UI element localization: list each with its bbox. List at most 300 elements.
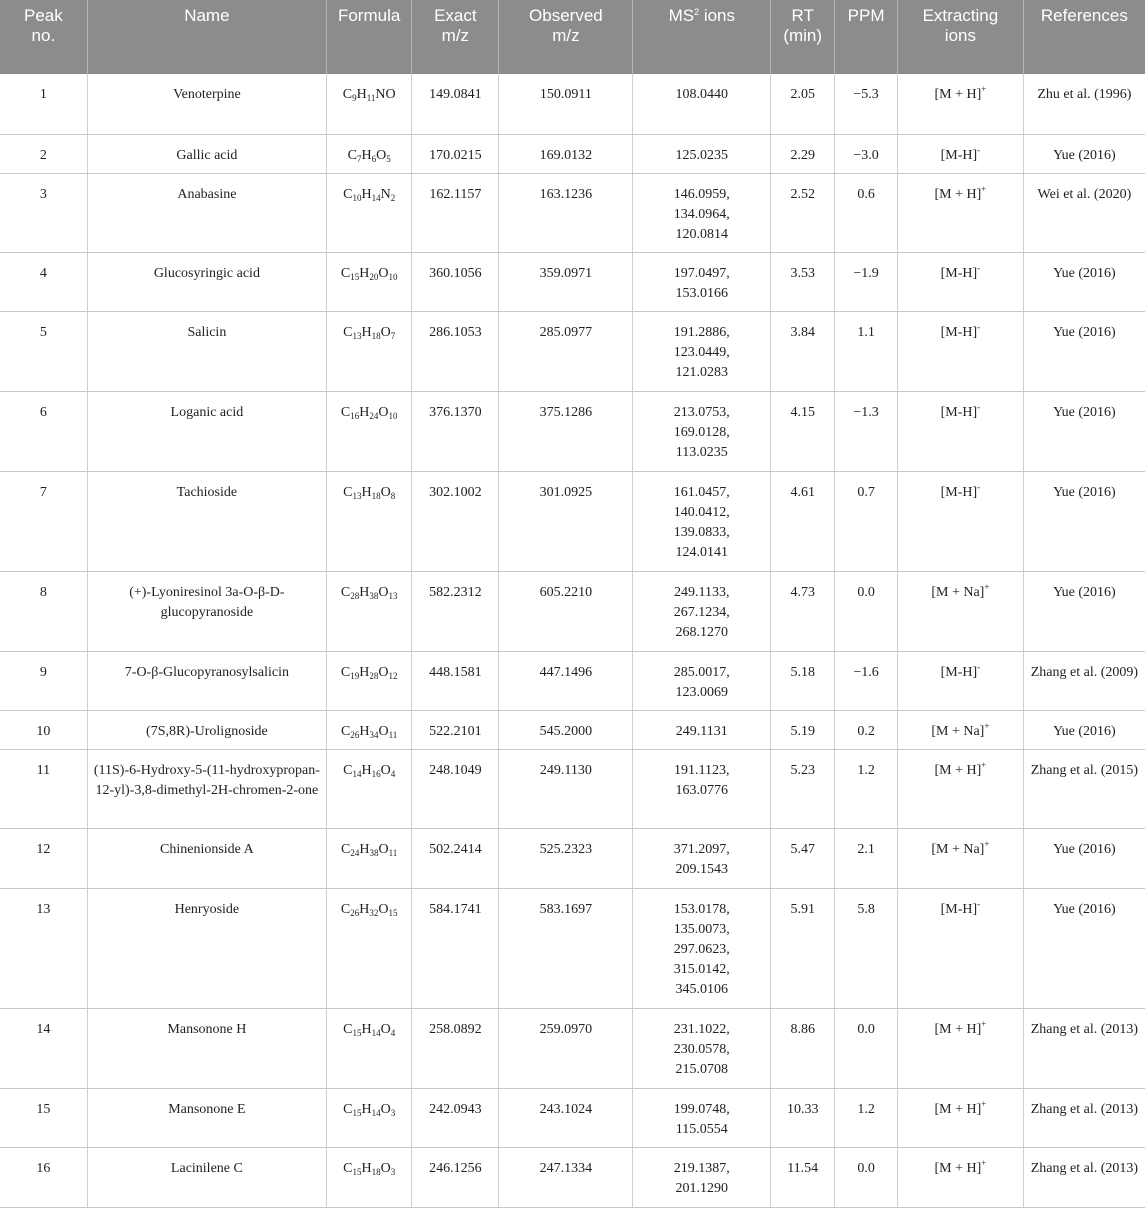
ion-adduct: [M-H]	[940, 324, 978, 340]
exact-mz-cell: 246.1256	[412, 1147, 499, 1207]
formula-subscript: 4	[390, 768, 396, 779]
peak-cell: 6	[0, 391, 87, 471]
formula-subscript: 14	[352, 768, 362, 779]
peak-cell: 7	[0, 471, 87, 571]
rt-cell: 4.61	[771, 471, 835, 571]
formula-subscript: 14	[371, 1107, 381, 1118]
ppm-cell: 0.7	[835, 471, 898, 571]
extracting-ions-header	[898, 0, 1024, 74]
formula-element: C	[343, 324, 353, 340]
header-text: no.	[31, 26, 56, 45]
formula-cell	[327, 651, 412, 710]
formula-element: C	[343, 762, 353, 778]
ms2-ion-value: 113.0235	[675, 444, 728, 460]
formula-element: O	[380, 1021, 391, 1037]
observed-mz-cell: 525.2323	[499, 828, 633, 888]
formula-subscript: 28	[369, 670, 379, 681]
observed-mz-cell: 243.1024	[499, 1088, 633, 1147]
formula-element: O	[376, 147, 387, 163]
exact-mz-cell: 242.0943	[412, 1088, 499, 1147]
name-cell: Salicin	[87, 311, 326, 391]
ion-charge: +	[981, 183, 987, 194]
formula-cell	[327, 311, 412, 391]
ion-adduct: [M-H]	[940, 147, 978, 163]
formula-cell	[327, 391, 412, 471]
observed-mz-cell: 605.2210	[499, 571, 633, 651]
peak-cell: 13	[0, 888, 87, 1008]
formula-element: O	[378, 265, 389, 281]
formula-subscript: 4	[390, 1027, 396, 1038]
ms2-ion-value: 123.0449,	[673, 344, 730, 360]
ppm-cell: −1.6	[835, 651, 898, 710]
exact-mz-cell: 502.2414	[412, 828, 499, 888]
name-cell: Gallic acid	[87, 134, 326, 173]
formula-element: H	[361, 762, 372, 778]
ion-charge: -	[977, 401, 981, 412]
formula-element: C	[342, 87, 353, 102]
rt-cell: 5.23	[771, 749, 835, 828]
name-cell: Mansonone E	[87, 1088, 326, 1147]
ms2-ion-value: 169.0128,	[673, 424, 730, 440]
ion-adduct: [M + H]	[934, 1101, 982, 1117]
ms2-ion-value: 267.1234,	[673, 604, 730, 620]
table-row	[0, 749, 1145, 828]
reference-cell: Zhang et al. (2013)	[1023, 1088, 1145, 1147]
reference-cell: Yue (2016)	[1023, 828, 1145, 888]
name-cell: Henryoside	[87, 888, 326, 1008]
ppm-cell: 5.8	[835, 888, 898, 1008]
formula-element: H	[359, 584, 370, 600]
formula-element: O	[380, 324, 391, 340]
ion-charge: -	[977, 321, 981, 332]
formula-subscript: 12	[388, 670, 398, 681]
header-text: References	[1040, 6, 1128, 25]
rt-cell: 2.05	[771, 74, 835, 134]
ppm-cell: −1.9	[835, 252, 898, 311]
name-cell: Anabasine	[87, 173, 326, 252]
exact-mz-cell: 584.1741	[412, 888, 499, 1008]
name-cell: (+)-Lyoniresinol 3a-O-β-D-glucopyranoside	[87, 571, 326, 651]
observed-mz-cell: 169.0132	[499, 134, 633, 173]
ms2-ion-value: 197.0497,	[673, 265, 730, 281]
peak-cell: 8	[0, 571, 87, 651]
ppm-cell: −3.0	[835, 134, 898, 173]
formula-element: H	[359, 841, 370, 857]
ms2-ions-cell	[633, 391, 771, 471]
ms2-ion-value: 199.0748,	[673, 1101, 730, 1117]
observed-mz-cell: 259.0970	[499, 1008, 633, 1088]
exact-mz-cell: 248.1049	[412, 749, 499, 828]
formula-element: H	[356, 87, 367, 102]
extracting-ion-cell	[898, 828, 1024, 888]
rt-header	[771, 0, 835, 74]
name-header	[87, 0, 326, 74]
ms2-ion-value: 215.0708	[675, 1061, 729, 1077]
exact-mz-cell: 448.1581	[412, 651, 499, 710]
name-cell: Glucosyringic acid	[87, 252, 326, 311]
peak-cell: 11	[0, 749, 87, 828]
ms2-ions-header	[633, 0, 771, 74]
peak-cell: 14	[0, 1008, 87, 1088]
ms2-ions-cell	[633, 173, 771, 252]
table-row	[0, 888, 1145, 1008]
ppm-cell: −1.3	[835, 391, 898, 471]
extracting-ion-cell	[898, 749, 1024, 828]
table-body	[0, 74, 1145, 1207]
formula-element: O	[378, 584, 389, 600]
header-text: ions	[944, 26, 976, 45]
formula-subscript: 38	[369, 847, 379, 858]
formula-subscript: 5	[386, 153, 391, 164]
formula-subscript: 15	[352, 1166, 362, 1177]
ms2-ion-value: 268.1270	[675, 624, 729, 640]
reference-cell: Yue (2016)	[1023, 888, 1145, 1008]
formula-element: O	[380, 484, 391, 500]
formula-subscript: 15	[388, 907, 398, 918]
formula-element: O	[380, 1101, 391, 1117]
ion-charge: +	[981, 1018, 987, 1029]
table-row	[0, 1088, 1145, 1147]
extracting-ion-cell	[898, 1088, 1024, 1147]
reference-cell: Zhang et al. (2013)	[1023, 1008, 1145, 1088]
exact-mz-cell: 286.1053	[412, 311, 499, 391]
table-row	[0, 1147, 1145, 1207]
extracting-ion-cell	[898, 651, 1024, 710]
observed-mz-header	[499, 0, 633, 74]
ms2-ion-value: 201.1290	[675, 1180, 729, 1196]
ms2-ion-value: 345.0106	[675, 981, 729, 997]
formula-element: C	[343, 1021, 353, 1037]
table-row	[0, 311, 1145, 391]
peak-cell: 10	[0, 710, 87, 749]
ms2-ions-cell	[633, 571, 771, 651]
ms2-ion-value: 115.0554	[675, 1121, 728, 1137]
reference-cell: Yue (2016)	[1023, 471, 1145, 571]
table-row	[0, 1008, 1145, 1088]
ms2-ions-cell	[633, 828, 771, 888]
formula-subscript: 8	[390, 490, 396, 501]
ppm-cell: 0.0	[835, 1008, 898, 1088]
ms2-ions-cell	[633, 252, 771, 311]
extracting-ion-cell	[898, 391, 1024, 471]
formula-subscript: 11	[366, 93, 376, 103]
exact-mz-cell: 162.1157	[412, 173, 499, 252]
formula-element: H	[361, 1021, 372, 1037]
formula-subscript: 3	[390, 1107, 396, 1118]
ppm-cell: 0.6	[835, 173, 898, 252]
ms2-ions-cell	[633, 1088, 771, 1147]
ppm-cell: 1.2	[835, 1088, 898, 1147]
ion-charge: +	[984, 838, 990, 849]
extracting-ion-cell	[898, 1147, 1024, 1207]
formula-element: C	[340, 664, 351, 680]
formula-subscript: 3	[390, 1166, 396, 1177]
observed-mz-cell: 247.1334	[499, 1147, 633, 1207]
ms2-ion-value: 135.0073,	[673, 921, 730, 937]
formula-subscript: 32	[369, 907, 379, 918]
table-row	[0, 134, 1145, 173]
formula-subscript: 15	[350, 271, 360, 282]
ms2-ions-cell	[633, 1008, 771, 1088]
references-header	[1023, 0, 1145, 74]
rt-cell: 4.15	[771, 391, 835, 471]
header-text: Observed	[529, 6, 603, 25]
formula-subscript: 16	[350, 410, 360, 421]
header-text: (min)	[783, 26, 823, 45]
formula-element: C	[340, 584, 351, 600]
header-text: Extracting	[922, 6, 999, 25]
header-text: PPM	[847, 6, 885, 25]
peak-cell: 5	[0, 311, 87, 391]
peak-cell: 3	[0, 173, 87, 252]
ppm-cell: −5.3	[835, 74, 898, 134]
ion-adduct: [M + Na]	[931, 584, 985, 600]
formula-element: C	[340, 404, 351, 420]
name-cell: Lacinilene C	[87, 1147, 326, 1207]
ms2-ion-value: 219.1387,	[673, 1160, 730, 1176]
extracting-ion-cell	[898, 173, 1024, 252]
ms2-ions-cell	[633, 1147, 771, 1207]
ppm-cell: 0.2	[835, 710, 898, 749]
ppm-cell: 0.0	[835, 1147, 898, 1207]
observed-mz-cell: 545.2000	[499, 710, 633, 749]
ms2-ions-cell	[633, 749, 771, 828]
ms2-ion-value: 230.0578,	[673, 1041, 730, 1057]
ms2-ion-value: 140.0412,	[673, 504, 730, 520]
formula-subscript: 26	[350, 907, 360, 918]
formula-element: H	[361, 484, 372, 500]
ion-adduct: [M + H]	[934, 1160, 982, 1176]
formula-subscript: 20	[369, 271, 379, 282]
reference-cell: Yue (2016)	[1023, 571, 1145, 651]
ion-charge: +	[981, 1157, 987, 1168]
ion-charge: -	[977, 262, 981, 273]
extracting-ion-cell	[898, 134, 1024, 173]
ion-adduct: [M + H]	[934, 186, 982, 202]
formula-subscript: 11	[388, 729, 398, 740]
reference-cell: Zhang et al. (2015)	[1023, 749, 1145, 828]
formula-subscript: 9	[352, 93, 357, 103]
ms2-ion-value: 125.0235	[675, 147, 729, 163]
extracting-ion-cell	[898, 1008, 1024, 1088]
header-superscript: 2	[694, 7, 700, 17]
observed-mz-cell: 285.0977	[499, 311, 633, 391]
formula-subscript: 14	[371, 192, 381, 203]
header-text: RT	[791, 6, 814, 25]
formula-subscript: 7	[390, 330, 396, 341]
ppm-cell: 1.1	[835, 311, 898, 391]
table-header-row	[0, 0, 1145, 74]
ion-charge: +	[984, 581, 990, 592]
header-text: m/z	[552, 26, 580, 45]
ms2-ion-value: 134.0964,	[673, 206, 730, 222]
exact-mz-cell: 582.2312	[412, 571, 499, 651]
name-cell: Venoterpine	[87, 74, 326, 134]
ms2-ions-cell	[633, 710, 771, 749]
ppm-cell: 0.0	[835, 571, 898, 651]
observed-mz-cell: 163.1236	[499, 173, 633, 252]
observed-mz-cell: 375.1286	[499, 391, 633, 471]
formula-subscript: 14	[371, 1027, 381, 1038]
formula-subscript: 24	[350, 847, 360, 858]
header-text: Name	[184, 6, 230, 25]
table-row	[0, 391, 1145, 471]
formula-cell	[327, 1008, 412, 1088]
reference-cell: Yue (2016)	[1023, 391, 1145, 471]
ion-adduct: [M-H]	[940, 404, 978, 420]
table-row	[0, 710, 1145, 749]
ms2-ion-value: 121.0283	[675, 364, 729, 380]
ms2-ion-value: 163.0776	[675, 782, 729, 798]
formula-element: H	[359, 901, 370, 917]
ms2-ions-cell	[633, 74, 771, 134]
name-cell: Mansonone H	[87, 1008, 326, 1088]
exact-mz-cell: 360.1056	[412, 252, 499, 311]
formula-subscript: 24	[369, 410, 379, 421]
formula-element: H	[359, 664, 370, 680]
table-row	[0, 471, 1145, 571]
ion-adduct: [M-H]	[940, 664, 978, 680]
header-text: Formula	[337, 6, 401, 25]
observed-mz-cell: 359.0971	[499, 252, 633, 311]
formula-subscript: 18	[371, 330, 381, 341]
header-text: MS	[668, 6, 695, 25]
ion-adduct: [M + H]	[934, 762, 982, 778]
peak-cell: 9	[0, 651, 87, 710]
peak-cell: 16	[0, 1147, 87, 1207]
extracting-ion-cell	[898, 888, 1024, 1008]
rt-cell: 5.19	[771, 710, 835, 749]
formula-element: C	[347, 147, 357, 163]
table-row	[0, 828, 1145, 888]
formula-subscript: 19	[350, 670, 360, 681]
ms2-ion-value: 249.1133,	[674, 584, 730, 600]
exact-mz-cell: 149.0841	[412, 74, 499, 134]
formula-cell	[327, 1147, 412, 1207]
ion-adduct: [M-H]	[940, 484, 978, 500]
formula-element: H	[361, 324, 372, 340]
rt-cell: 10.33	[771, 1088, 835, 1147]
ms2-ion-value: 153.0166	[675, 285, 729, 301]
header-text: m/z	[441, 26, 470, 45]
formula-element: O	[378, 664, 389, 680]
formula-subscript: 10	[388, 410, 398, 421]
observed-mz-cell: 583.1697	[499, 888, 633, 1008]
ms2-ion-value: 209.1543	[675, 861, 729, 877]
extracting-ion-cell	[898, 471, 1024, 571]
formula-element: H	[361, 1160, 372, 1176]
formula-subscript: 28	[350, 590, 360, 601]
formula-cell	[327, 828, 412, 888]
reference-cell: Yue (2016)	[1023, 134, 1145, 173]
formula-cell	[327, 710, 412, 749]
formula-element: H	[359, 265, 370, 281]
ms2-ion-value: 231.1022,	[673, 1021, 730, 1037]
name-cell: 7-O-β-Glucopyranosylsalicin	[87, 651, 326, 710]
exact-mz-cell: 522.2101	[412, 710, 499, 749]
formula-element: C	[343, 484, 353, 500]
formula-element: O	[378, 901, 389, 917]
table-row	[0, 173, 1145, 252]
exact-mz-cell: 170.0215	[412, 134, 499, 173]
ms2-ion-value: 213.0753,	[673, 404, 730, 420]
exact-mz-cell: 302.1002	[412, 471, 499, 571]
name-cell: Chinenionside A	[87, 828, 326, 888]
formula-cell	[327, 173, 412, 252]
ms2-ion-value: 120.0814	[675, 226, 729, 242]
ion-adduct: [M + Na]	[931, 841, 985, 857]
formula-cell	[327, 252, 412, 311]
table-row	[0, 74, 1145, 134]
ms2-ion-value: 153.0178,	[673, 901, 730, 917]
ion-charge: -	[977, 898, 981, 909]
observed-mz-cell: 249.1130	[499, 749, 633, 828]
ppm-header	[835, 0, 898, 74]
table-row	[0, 571, 1145, 651]
reference-cell: Zhang et al. (2013)	[1023, 1147, 1145, 1207]
extracting-ion-cell	[898, 710, 1024, 749]
ms2-ion-value: 297.0623,	[673, 941, 730, 957]
extracting-ion-cell	[898, 252, 1024, 311]
ion-adduct: [M-H]	[940, 265, 978, 281]
formula-subscript: 38	[369, 590, 379, 601]
formula-subscript: 16	[371, 768, 381, 779]
ion-charge: +	[981, 759, 987, 770]
formula-subscript: 18	[371, 1166, 381, 1177]
header-text: ions	[703, 6, 735, 25]
formula-subscript: 18	[371, 490, 381, 501]
ion-charge: -	[977, 144, 981, 155]
ms2-ion-value: 146.0959,	[673, 186, 730, 202]
formula-element: C	[341, 841, 351, 857]
rt-cell: 5.18	[771, 651, 835, 710]
observed-mz-cell: 301.0925	[499, 471, 633, 571]
rt-cell: 3.84	[771, 311, 835, 391]
formula-element: O	[380, 762, 391, 778]
exact-mz-cell: 376.1370	[412, 391, 499, 471]
formula-cell	[327, 888, 412, 1008]
ms2-ion-value: 249.1131	[675, 723, 728, 739]
ms2-ions-cell	[633, 651, 771, 710]
name-cell: (11S)-6-Hydroxy-5-(11-hydroxypropan-12-yl)-3,8-dimethyl-2H-chromen-2-one	[87, 749, 326, 828]
formula-element: H	[361, 147, 372, 163]
formula-element: H	[359, 404, 370, 420]
formula-subscript: 13	[352, 490, 362, 501]
ppm-cell: 1.2	[835, 749, 898, 828]
rt-cell: 2.29	[771, 134, 835, 173]
rt-cell: 5.91	[771, 888, 835, 1008]
ms2-ion-value: 371.2097,	[673, 841, 730, 857]
ms2-ion-value: 285.0017,	[673, 664, 730, 680]
formula-subscript: 13	[352, 330, 362, 341]
formula-subscript: 10	[352, 192, 362, 203]
formula-cell	[327, 74, 412, 134]
ion-adduct: [M + Na]	[931, 723, 985, 739]
header-text: Peak	[23, 6, 63, 25]
ms2-ion-value: 139.0833,	[673, 524, 730, 540]
ms2-ion-value: 191.1123,	[674, 762, 730, 778]
formula-element: O	[378, 723, 389, 739]
formula-element: H	[361, 1101, 372, 1117]
reference-cell: Wei et al. (2020)	[1023, 173, 1145, 252]
header-text: Exact	[434, 6, 477, 25]
ms2-ion-value: 108.0440	[675, 87, 729, 102]
extracting-ion-cell	[898, 311, 1024, 391]
observed-mz-cell: 447.1496	[499, 651, 633, 710]
extracting-ion-cell	[898, 74, 1024, 134]
ms2-ions-cell	[633, 471, 771, 571]
formula-element: O	[380, 1160, 391, 1176]
